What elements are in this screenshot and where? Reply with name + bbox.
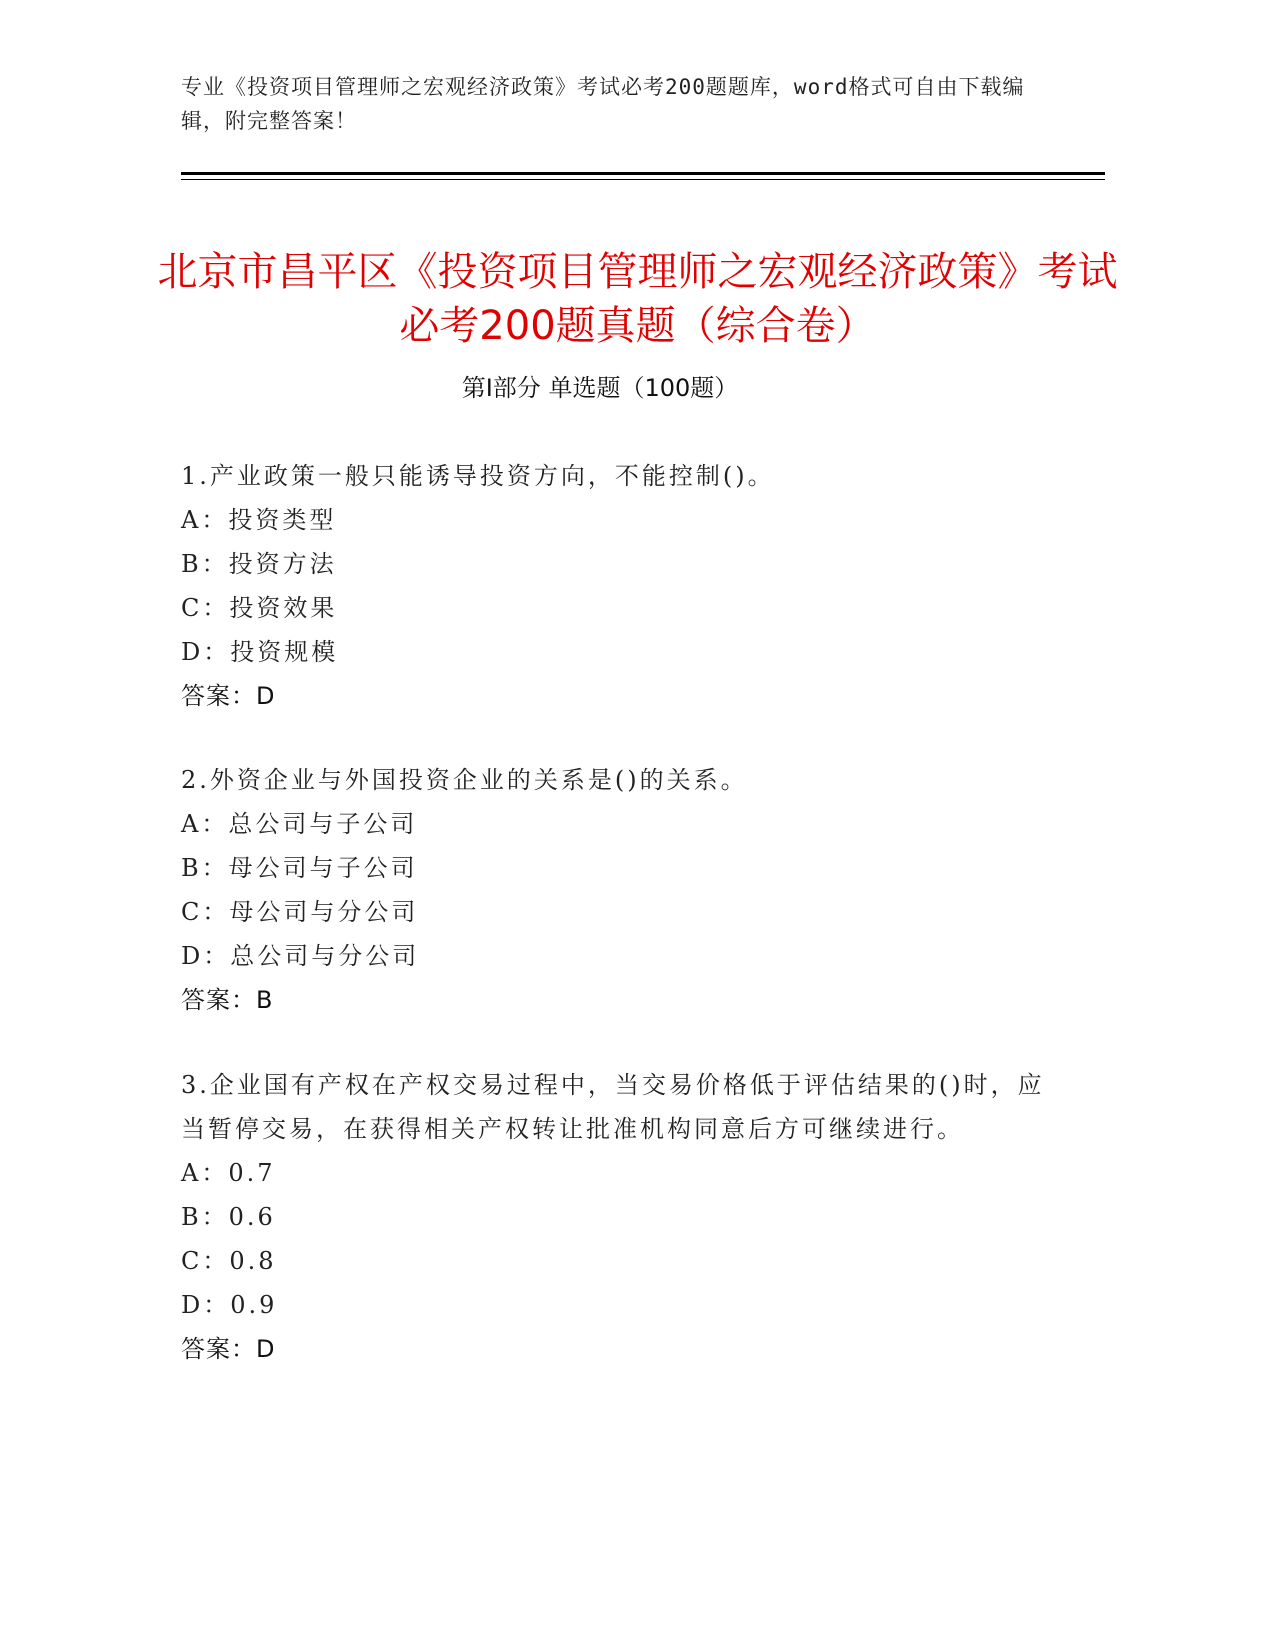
question-2 bbox=[181, 758, 1061, 1022]
option-c: C：母公司与分公司 bbox=[181, 898, 419, 926]
question-3 bbox=[181, 1063, 1061, 1371]
option-b: B：0.6 bbox=[181, 1203, 276, 1231]
header-note: 专业《投资项目管理师之宏观经济政策》考试必考200题题库，word格式可自由下载编辑，附完整答案！ bbox=[181, 75, 1025, 133]
option-d: D：总公司与分公司 bbox=[181, 942, 420, 970]
option-b: B：投资方法 bbox=[181, 550, 337, 578]
option-b: B：母公司与子公司 bbox=[181, 854, 418, 882]
question-1 bbox=[181, 454, 1061, 718]
option-c: C：投资效果 bbox=[181, 594, 338, 622]
question-stem: 1.产业政策一般只能诱导投资方向，不能控制()。 bbox=[181, 462, 775, 490]
document-title: 北京市昌平区《投资项目管理师之宏观经济政策》考试必考200题真题（综合卷） bbox=[157, 248, 1118, 349]
answer: 答案：D bbox=[181, 682, 276, 710]
answer: 答案：D bbox=[181, 1335, 276, 1363]
option-a: A：总公司与子公司 bbox=[181, 810, 418, 838]
answer: 答案：B bbox=[181, 986, 274, 1014]
option-a: A：0.7 bbox=[181, 1159, 276, 1187]
header-rule-thin bbox=[181, 179, 1105, 180]
option-a: A：投资类型 bbox=[181, 506, 337, 534]
header-rule-thick bbox=[181, 172, 1105, 175]
question-stem: 2.外资企业与外国投资企业的关系是()的关系。 bbox=[181, 766, 748, 794]
option-d: D：0.9 bbox=[181, 1291, 278, 1319]
option-c: C：0.8 bbox=[181, 1247, 277, 1275]
option-d: D：投资规模 bbox=[181, 638, 339, 666]
question-stem: 3.企业国有产权在产权交易过程中，当交易价格低于评估结果的()时，应当暂停交易，在获得相关产权转让批准机构同意后方可继续进行。 bbox=[181, 1071, 1045, 1143]
section-heading: 第Ⅰ部分 单选题（100题） bbox=[461, 374, 739, 402]
